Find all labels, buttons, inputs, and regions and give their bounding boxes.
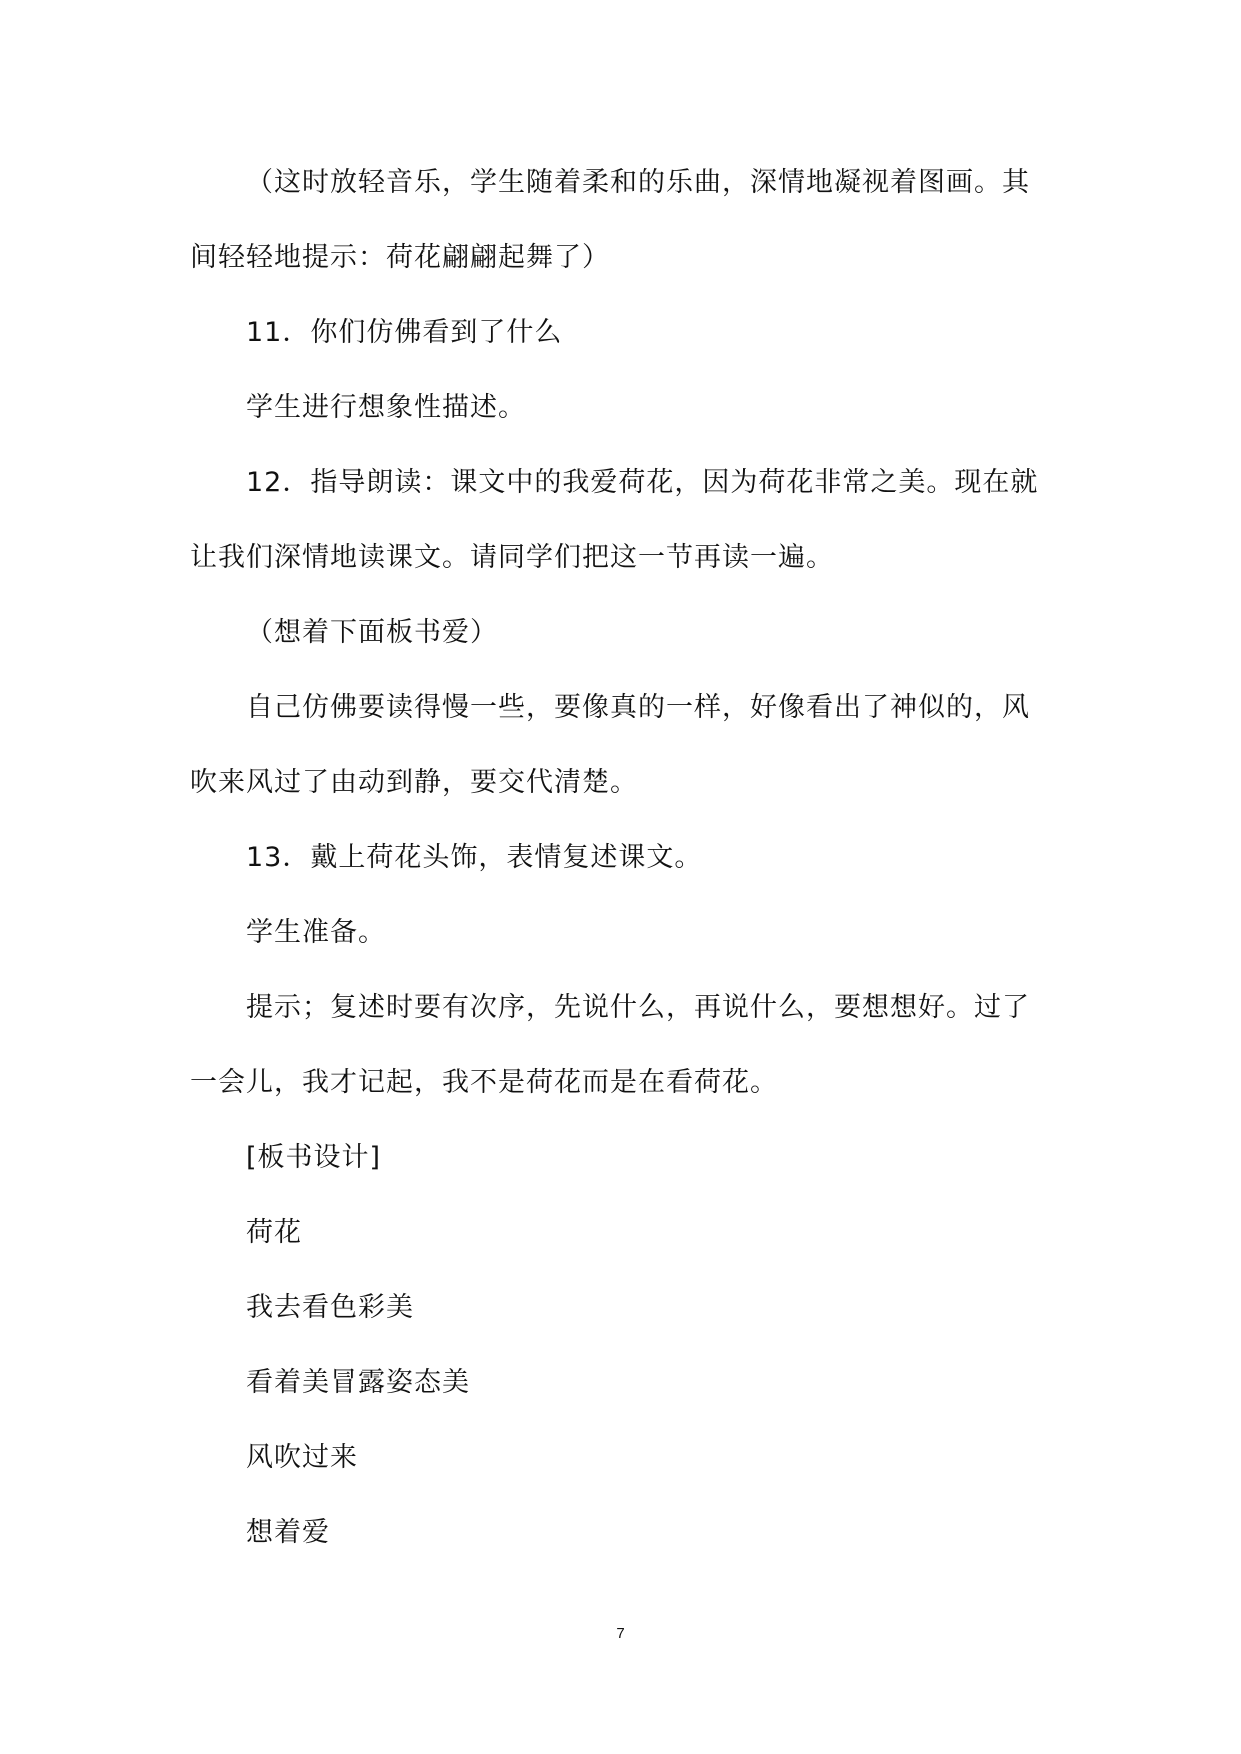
page-body xyxy=(190,145,1052,1570)
board-design-line-wind: 风吹过来 xyxy=(246,1442,358,1473)
paragraph-retell-hint: 提示；复述时要有次序，先说什么，再说什么，要想想好。过了一会儿，我才记起，我不是荷花而是在看荷花。 xyxy=(190,992,1030,1098)
paragraph-step-13: 13．戴上荷花头饰，表情复述课文。 xyxy=(246,842,703,873)
paragraph-student-prepare: 学生准备。 xyxy=(246,917,386,948)
paragraph-music-note: （这时放轻音乐，学生随着柔和的乐曲，深情地凝视着图画。其间轻轻地提示：荷花翩翩起舞了） xyxy=(190,167,1030,273)
paragraph-student-describe: 学生进行想象性描述。 xyxy=(246,392,526,423)
board-design-line-title: 荷花 xyxy=(246,1217,302,1248)
paragraph-step-11: 11．你们仿佛看到了什么 xyxy=(246,317,563,348)
paragraph-board-design-heading: [板书设计] xyxy=(246,1142,382,1173)
page-number: 7 xyxy=(616,1625,625,1642)
paragraph-reading-guide: 自己仿佛要读得慢一些，要像真的一样，好像看出了神似的，风吹来风过了由动到静，要交代清楚。 xyxy=(190,692,1030,798)
board-design-line-love: 想着爱 xyxy=(246,1517,330,1548)
paragraph-board-note: （想着下面板书爱） xyxy=(246,617,498,648)
board-design-line-color: 我去看色彩美 xyxy=(246,1292,414,1323)
paragraph-step-12: 12．指导朗读：课文中的我爱荷花，因为荷花非常之美。现在就让我们深情地读课文。请同学们把这一节再读一遍。 xyxy=(190,467,1039,573)
board-design-line-posture: 看着美冒露姿态美 xyxy=(246,1367,470,1398)
